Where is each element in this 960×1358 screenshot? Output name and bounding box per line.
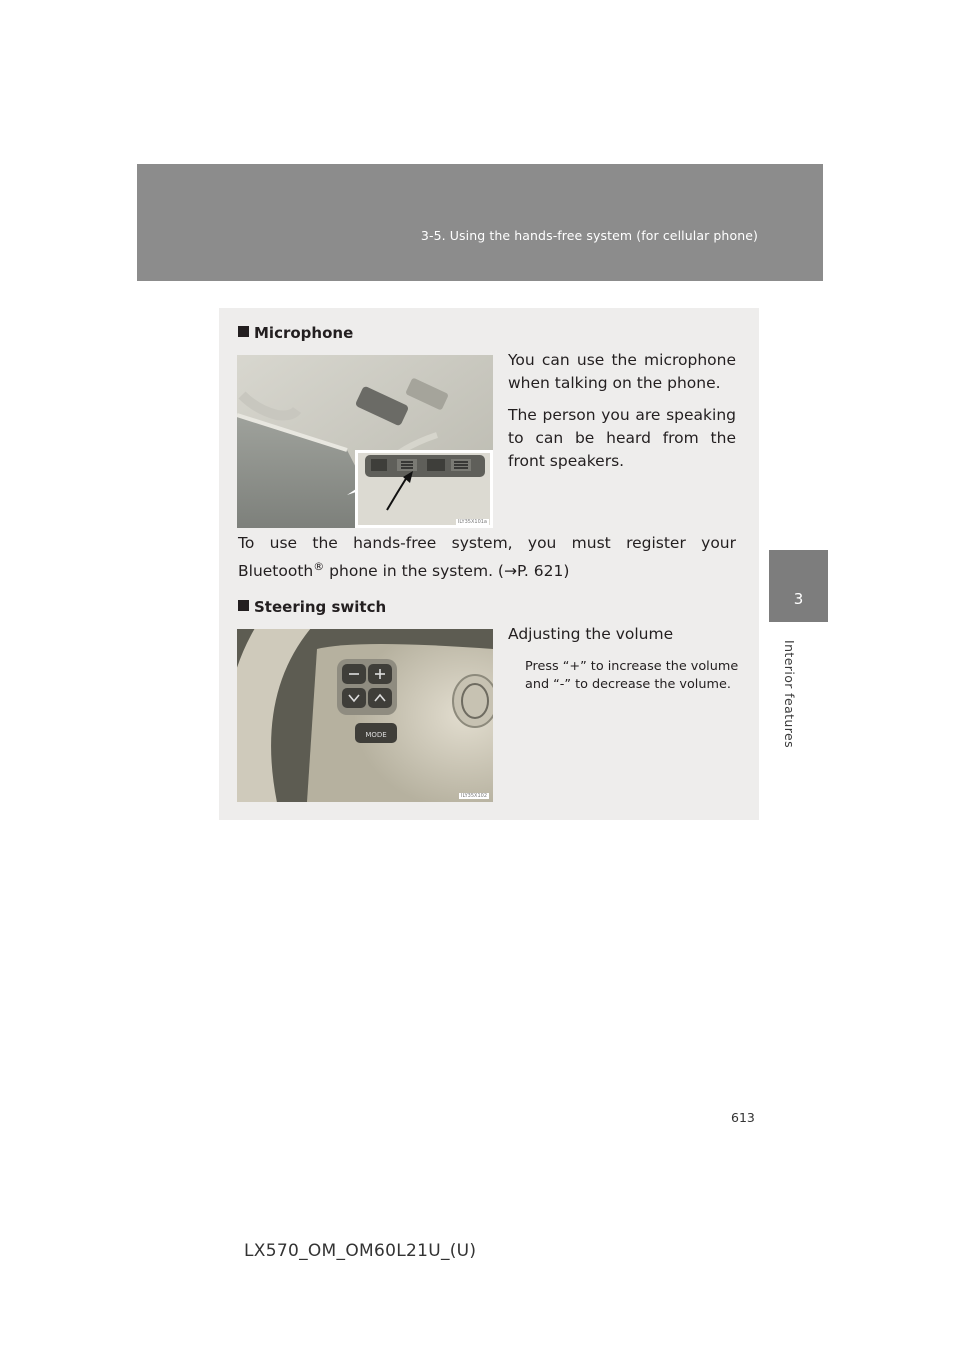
steering-description: Adjusting the volume [508, 625, 674, 643]
volume-note: Press “+” to increase the volume and “-” to decrease the volume. [525, 659, 739, 692]
chapter-tab [769, 550, 828, 622]
square-bullet-icon [238, 600, 249, 611]
header-band [137, 164, 823, 281]
figure-code: ILY35X101a [457, 519, 487, 525]
chapter-label: Interior features [782, 640, 797, 749]
registration-text: To use the hands-free system, you must register your Bluetooth [238, 534, 736, 581]
registration-text-after: phone in the system. ( [324, 562, 504, 581]
steering-wheel-switch-image [237, 629, 493, 802]
microphone-heading [238, 324, 353, 342]
registration-note [238, 532, 736, 583]
microphone-heading-text: Microphone [254, 324, 354, 342]
page-reference-link[interactable]: P. 621 [516, 562, 564, 581]
figure-code: ILY35X102 [461, 793, 487, 799]
registered-mark: ® [313, 560, 325, 573]
steering-figure [237, 629, 493, 802]
content-box [219, 308, 759, 820]
close-paren: ) [563, 562, 570, 581]
steering-heading-text: Steering switch [254, 598, 387, 616]
section-title: 3-5. Using the hands-free system (for cellular phone) [420, 228, 758, 243]
arrow-icon: → [503, 562, 517, 581]
page-number: 613 [731, 1110, 755, 1125]
car-ceiling-microphone-image [237, 355, 493, 528]
steering-heading [238, 598, 386, 616]
chapter-number: 3 [793, 590, 804, 608]
microphone-description: You can use the microphone when talking on the phone. [508, 351, 736, 392]
square-bullet-icon [238, 326, 249, 337]
microphone-speaker-description: The person you are speaking to can be heard from the front speakers. [508, 406, 736, 470]
document-code: LX570_OM_OM60L21U_(U) [244, 1241, 477, 1261]
svg-text:MODE: MODE [365, 731, 387, 739]
microphone-figure [237, 355, 493, 528]
